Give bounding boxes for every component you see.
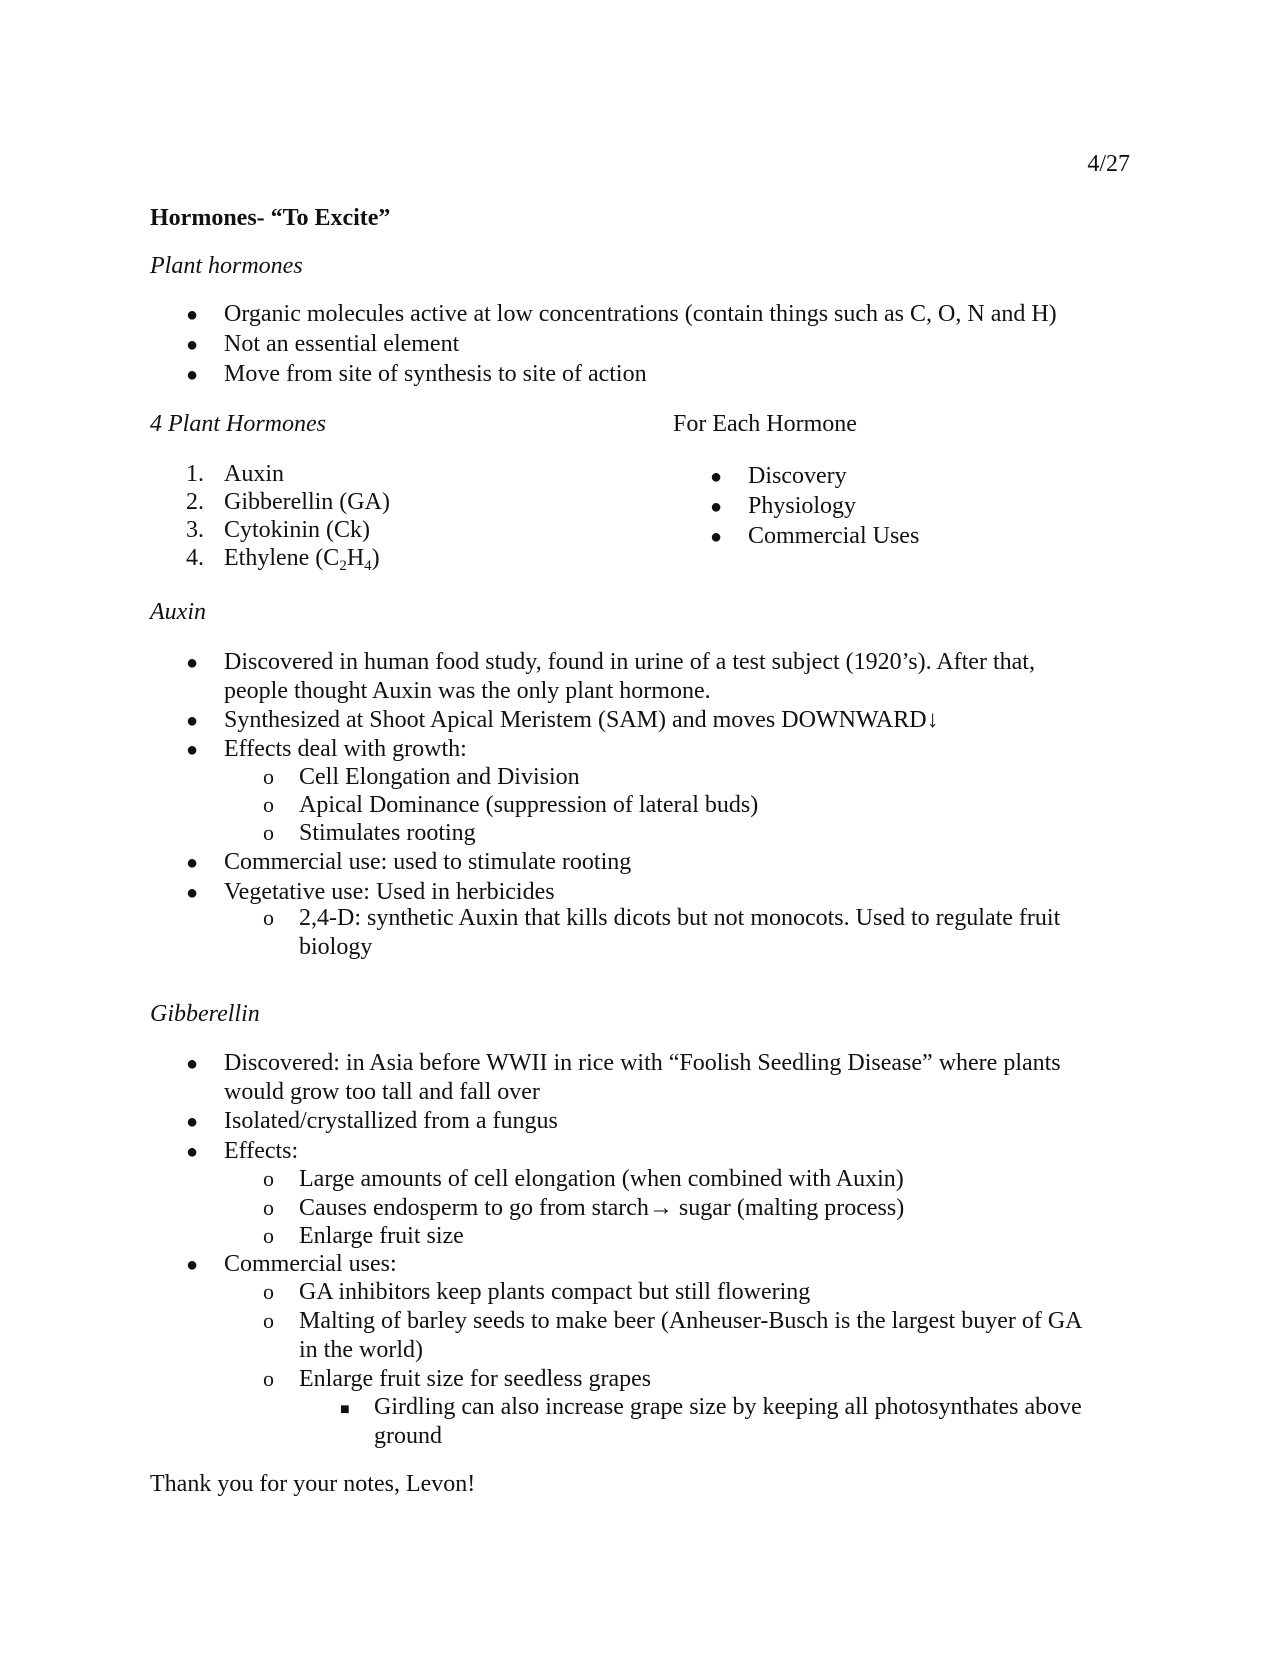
bullet-icon: ● <box>186 710 199 732</box>
list-item: Synthesized at Shoot Apical Meristem (SAM) and moves DOWNWARD↓ <box>224 707 939 733</box>
circle-bullet-icon: o <box>263 820 274 845</box>
list-number: 4. <box>186 545 204 571</box>
list-item: Commercial Uses <box>748 523 920 549</box>
sub-list-item: Enlarge fruit size for seedless grapes <box>299 1366 652 1392</box>
bullet-icon: ● <box>710 466 723 488</box>
list-item: Commercial uses: <box>224 1251 397 1277</box>
circle-bullet-icon: o <box>263 792 274 817</box>
sub-list-item: Cell Elongation and Division <box>299 764 580 790</box>
bullet-icon: ● <box>186 1053 199 1075</box>
circle-bullet-icon: o <box>263 1366 274 1391</box>
bullet-icon: ● <box>186 1111 199 1133</box>
sub-sub-list-item: Girdling can also increase grape size by keeping all photosynthates above <box>374 1394 1082 1420</box>
list-item: Cytokinin (Ck) <box>224 517 371 543</box>
list-number: 3. <box>186 517 204 543</box>
bullet-icon: ● <box>186 1254 199 1276</box>
bullet-icon: ● <box>186 364 199 386</box>
list-number: 1. <box>186 461 204 487</box>
list-item-ethylene: Ethylene $(C_2H_4)$ <box>224 545 380 574</box>
four-hormones-heading: 4 Plant Hormones <box>150 411 326 437</box>
list-item: Auxin <box>224 461 284 487</box>
sub-list-item-continuation: in the world) <box>299 1337 423 1363</box>
bullet-icon: ● <box>186 1141 199 1163</box>
sub-list-item: Large amounts of cell elongation (when combined with Auxin) <box>299 1166 904 1192</box>
plant-hormones-heading: Plant hormones <box>150 253 303 279</box>
square-bullet-icon: ■ <box>340 1401 350 1418</box>
bullet-icon: ● <box>186 334 199 356</box>
circle-bullet-icon: o <box>263 1279 274 1304</box>
list-item: Effects: <box>224 1138 299 1164</box>
list-item: Organic molecules active at low concentrations (contain things such as C, O, N and H) <box>224 301 1057 327</box>
circle-bullet-icon: o <box>263 1308 274 1333</box>
list-item-continuation: people thought Auxin was the only plant hormone. <box>224 678 711 704</box>
list-item: Discovery <box>748 463 847 489</box>
list-item: Isolated/crystallized from a fungus <box>224 1108 558 1134</box>
list-number: 2. <box>186 489 204 515</box>
bullet-icon: ● <box>710 496 723 518</box>
list-item: Discovered in human food study, found in urine of a test subject (1920’s). After that, <box>224 649 1035 675</box>
bullet-icon: ● <box>710 526 723 548</box>
list-item: Discovered: in Asia before WWII in rice with “Foolish Seedling Disease” where plants <box>224 1050 1061 1076</box>
sub-sub-list-item-continuation: ground <box>374 1423 442 1449</box>
circle-bullet-icon: o <box>263 1223 274 1248</box>
gibberellin-heading: Gibberellin <box>150 1001 260 1027</box>
bullet-icon: ● <box>186 852 199 874</box>
list-item: Not an essential element <box>224 331 460 357</box>
list-item: Effects deal with growth: <box>224 736 467 762</box>
page-title: Hormones- “To Excite” <box>150 205 391 231</box>
sub-list-item: Stimulates rooting <box>299 820 476 846</box>
list-item: Vegetative use: Used in herbicides <box>224 879 555 905</box>
list-item: Move from site of synthesis to site of action <box>224 361 647 387</box>
bullet-icon: ● <box>186 882 199 904</box>
sub-list-item: Causes endosperm to go from starch→ sugar (malting process) <box>299 1195 905 1221</box>
list-item-continuation: would grow too tall and fall over <box>224 1079 540 1105</box>
list-item: Commercial use: used to stimulate rooting <box>224 849 632 875</box>
sub-list-item-continuation: biology <box>299 934 373 960</box>
circle-bullet-icon: o <box>263 905 274 930</box>
sub-list-item: Enlarge fruit size <box>299 1223 464 1249</box>
bullet-icon: ● <box>186 652 199 674</box>
bullet-icon: ● <box>186 304 199 326</box>
bullet-icon: ● <box>186 739 199 761</box>
closing-note: Thank you for your notes, Levon! <box>150 1471 476 1497</box>
list-item: Physiology <box>748 493 857 519</box>
list-item: Gibberellin (GA) <box>224 489 390 515</box>
circle-bullet-icon: o <box>263 1195 274 1220</box>
circle-bullet-icon: o <box>263 1166 274 1191</box>
for-each-heading: For Each Hormone <box>673 411 857 437</box>
circle-bullet-icon: o <box>263 764 274 789</box>
auxin-heading: Auxin <box>150 599 206 625</box>
page-date: 4/27 <box>1087 151 1130 177</box>
sub-list-item: GA inhibitors keep plants compact but still flowering <box>299 1279 811 1305</box>
sub-list-item: 2,4-D: synthetic Auxin that kills dicots but not monocots. Used to regulate fruit <box>299 905 1061 931</box>
sub-list-item: Apical Dominance (suppression of lateral buds) <box>299 792 759 818</box>
sub-list-item: Malting of barley seeds to make beer (Anheuser-Busch is the largest buyer of GA <box>299 1308 1083 1334</box>
